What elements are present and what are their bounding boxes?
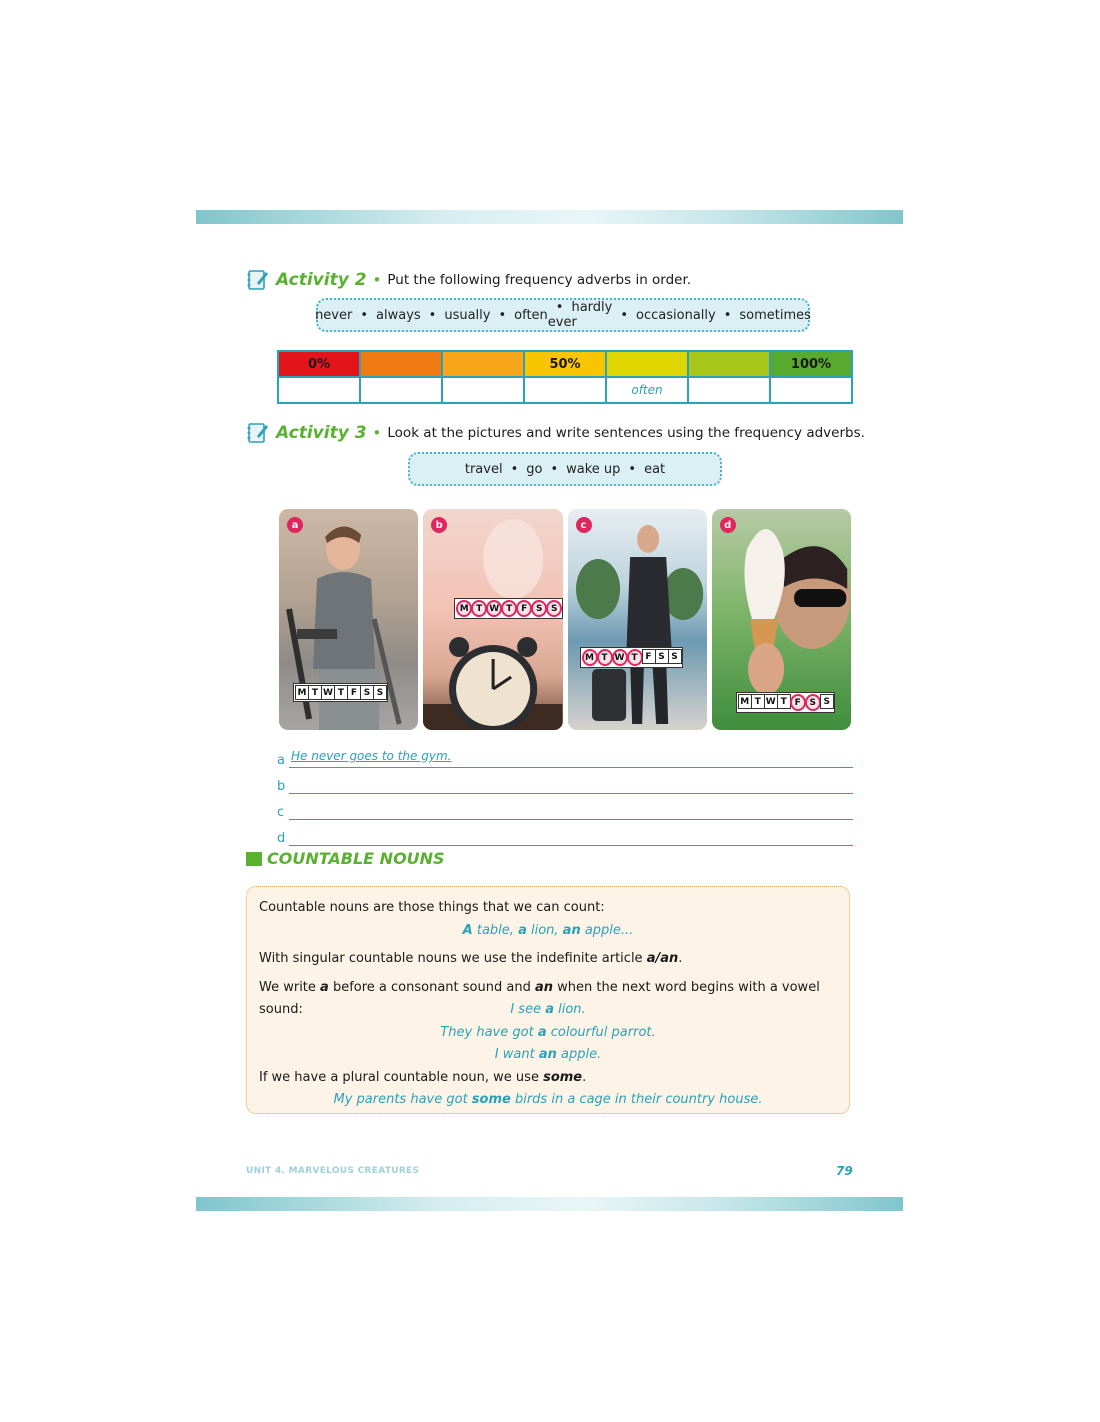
photo-businessman-travel [568,509,707,730]
activity-2-title: Activity 2 [276,270,367,290]
weekday-cell: T [334,685,348,700]
grammar-line: If we have a plural countable noun, we use some. [259,1069,587,1085]
answer-writing-field[interactable] [289,775,853,794]
weekday-cell: S [668,649,682,664]
weekday-cell: T [501,600,517,617]
photo-letter-badge: c [576,517,592,533]
weekday-cell: F [790,694,806,711]
weekday-cell: S [531,600,547,617]
word-option: • always [352,308,420,323]
notebook-pencil-icon [246,268,270,292]
word-option: • wake up [542,462,620,477]
answer-writing-field[interactable] [289,827,853,846]
scale-header-cell: 0% [278,351,360,377]
photo-gym [279,509,418,730]
grammar-example: I see a lion. [510,1002,586,1017]
grammar-example: My parents have got some birds in a cage in their country house. [333,1092,763,1107]
scale-header-cell: 50% [524,351,606,377]
word-option: • eat [620,462,665,477]
word-option: travel [464,461,503,477]
answer-writing-field[interactable] [289,801,853,820]
answer-line-letter: d [277,831,286,846]
grammar-example: I want an apple. [494,1047,602,1062]
weekday-tracker [736,692,835,713]
weekday-cell: S [805,694,821,711]
scale-header-cell: 100% [770,351,852,377]
answer-line-letter: c [277,805,285,820]
top-decorative-band [196,210,903,224]
grammar-box [246,886,850,1114]
photo-letter-badge: a [287,517,303,533]
scale-header-cell [606,351,688,377]
weekday-cell: F [642,649,656,664]
answer-line [277,742,853,768]
word-option: • hardly ever [548,300,613,330]
scale-answer-cell[interactable]: often [606,377,688,403]
weekday-cell: M [295,685,309,700]
section-title: COUNTABLE NOUNS [267,849,445,868]
answer-lines [277,742,853,846]
grammar-example: A table, a lion, an apple... [462,922,634,938]
weekday-cell: W [486,600,502,617]
bullet: • [372,271,382,289]
scale-answer-cell[interactable] [688,377,770,403]
weekday-cell: M [456,600,472,617]
bottom-decorative-band [196,1197,903,1211]
activity-2-instruction: Put the following frequency adverbs in order. [387,272,692,288]
answer-line [277,794,853,820]
grammar-line: We write a before a consonant sound and an when the next word begins with a vowel sound: [259,979,820,1017]
scale-answer-cell[interactable] [524,377,606,403]
answer-line [277,768,853,794]
photo-letter-badge: d [720,517,736,533]
word-option: never [315,307,353,323]
weekday-cell: T [308,685,322,700]
weekday-cell: T [471,600,487,617]
grammar-line: With singular countable nouns we use the indefinite article a/an. [259,951,683,966]
scale-answer-cell[interactable] [442,377,524,403]
businessman-illustration [568,509,707,730]
weekday-cell: S [546,600,562,617]
weekday-cell: W [612,649,628,666]
answer-writing-field[interactable]: He never goes to the gym. [289,749,853,768]
activity-2-word-box [316,298,810,332]
photo-letter-badge: b [431,517,447,533]
word-option: • go [503,462,543,477]
scale-header-cell [360,351,442,377]
weekday-cell: T [597,649,613,666]
grammar-line: Countable nouns are those things that we can count: [259,900,605,915]
answer-line-letter: a [277,753,285,768]
frequency-scale-table [277,350,853,404]
alarm-clock-illustration [423,509,562,730]
weekday-tracker [454,598,562,619]
word-option: • usually [421,308,491,323]
activity-2-heading [246,267,691,293]
weekday-cell: S [373,685,387,700]
weekday-cell: F [347,685,361,700]
grammar-example: They have got a colourful parrot. [440,1024,656,1040]
activity-3-instruction: Look at the pictures and write sentences using the frequency adverbs. [387,425,865,441]
bullet: • [372,424,382,442]
weekday-tracker [293,683,388,702]
word-option: • sometimes [716,308,811,323]
weekday-cell: F [516,600,532,617]
scale-answer-cell[interactable] [360,377,442,403]
weekday-cell: W [321,685,335,700]
word-option: • occasionally [612,308,715,323]
page-number: 79 [836,1164,853,1178]
word-option: • often [490,308,547,323]
answer-line [277,820,853,846]
activity-3-word-box [408,452,722,486]
activity-3-heading [246,420,865,446]
weekday-cell: T [627,649,643,666]
weekday-cell: S [820,694,834,709]
activity-3-photos [279,509,851,730]
notebook-pencil-icon [246,421,270,445]
weekday-cell: M [582,649,598,666]
weekday-cell: T [777,694,791,709]
footer-unit-label: UNIT 4. MARVELOUS CREATURES [246,1166,420,1176]
weekday-cell: S [655,649,669,664]
weekday-cell: M [738,694,752,709]
scale-answer-cell[interactable] [278,377,360,403]
section-heading [246,849,445,868]
scale-header-cell [688,351,770,377]
activity-3-title: Activity 3 [276,423,367,443]
weekday-cell: S [360,685,374,700]
scale-header-cell [442,351,524,377]
weekday-tracker [580,647,683,668]
section-square-icon [246,852,262,866]
weekday-cell: W [764,694,778,709]
weekday-cell: T [751,694,765,709]
answer-line-letter: b [277,779,286,794]
photo-ice-cream [712,509,851,730]
scale-answer-cell[interactable] [770,377,852,403]
photo-alarm-clock [423,509,562,730]
